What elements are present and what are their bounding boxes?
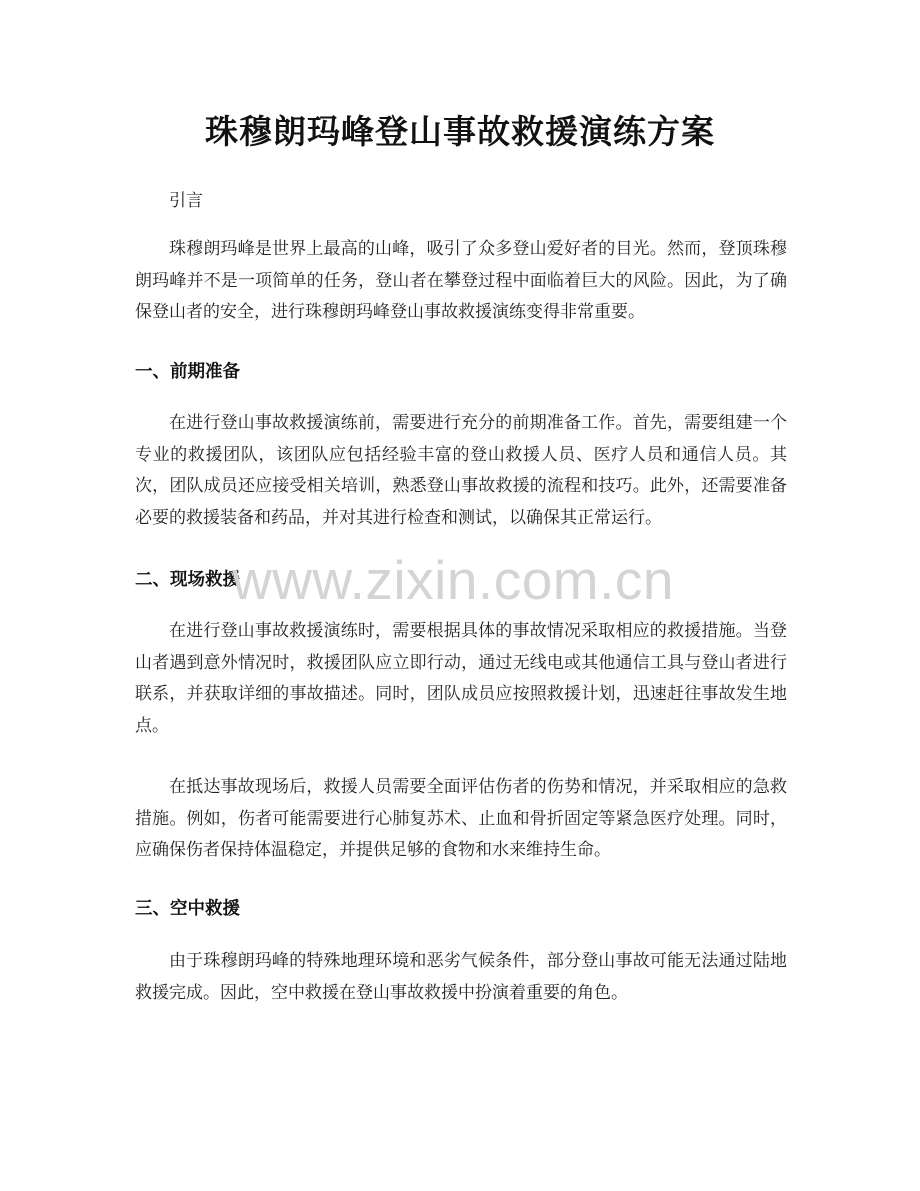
section-paragraph-onsite-rescue-1: 在进行登山事故救援演练时，需要根据具体的事故情况采取相应的救援措施。当登山者遇到意外情况时，救援团队应立即行动，通过无线电或其他通信工具与登山者进行联系，并获取详细的事故描述。同时，团队成员应按照救援计划，迅速赶往事故发生地点。 <box>135 621 787 736</box>
intro-label: 引言 <box>169 191 203 211</box>
document-title: 珠穆朗玛峰登山事故救援演练方案 <box>205 112 715 151</box>
intro-paragraph: 珠穆朗玛峰是世界上最高的山峰，吸引了众多登山爱好者的目光。然而，登顶珠穆朗玛峰并不是一项简单的任务，登山者在攀登过程中面临着巨大的风险。因此，为了确保登山者的安全，进行珠穆朗玛峰登山事故救援演练变得非常重要。 <box>135 239 787 322</box>
watermark-text: www.zixin.com.cn <box>232 549 674 611</box>
section-paragraph-onsite-rescue-2: 在抵达事故现场后，救援人员需要全面评估伤者的伤势和情况，并采取相应的急救措施。例如，伤者可能需要进行心肺复苏术、止血和骨折固定等紧急医疗处理。同时，应确保伤者保持体温稳定，并提供足够的食物和水来维持生命。 <box>135 777 787 860</box>
section-paragraph-preparation: 在进行登山事故救援演练前，需要进行充分的前期准备工作。首先，需要组建一个专业的救援团队，该团队应包括经验丰富的登山救援人员、医疗人员和通信人员。其次，团队成员还应接受相关培训，熟悉登山事故救援的流程和技巧。此外，还需要准备必要的救援装备和药品，并对其进行检查和测试，以确保其正常运行。 <box>135 413 787 528</box>
section-paragraph-air-rescue: 由于珠穆朗玛峰的特殊地理环境和恶劣气候条件，部分登山事故可能无法通过陆地救援完成。因此，空中救援在登山事故救援中扮演着重要的角色。 <box>135 951 787 1003</box>
section-heading-air-rescue: 三、空中救援 <box>135 899 240 919</box>
section-heading-preparation: 一、前期准备 <box>135 362 240 382</box>
section-heading-onsite-rescue: 二、现场救援 <box>135 570 240 590</box>
